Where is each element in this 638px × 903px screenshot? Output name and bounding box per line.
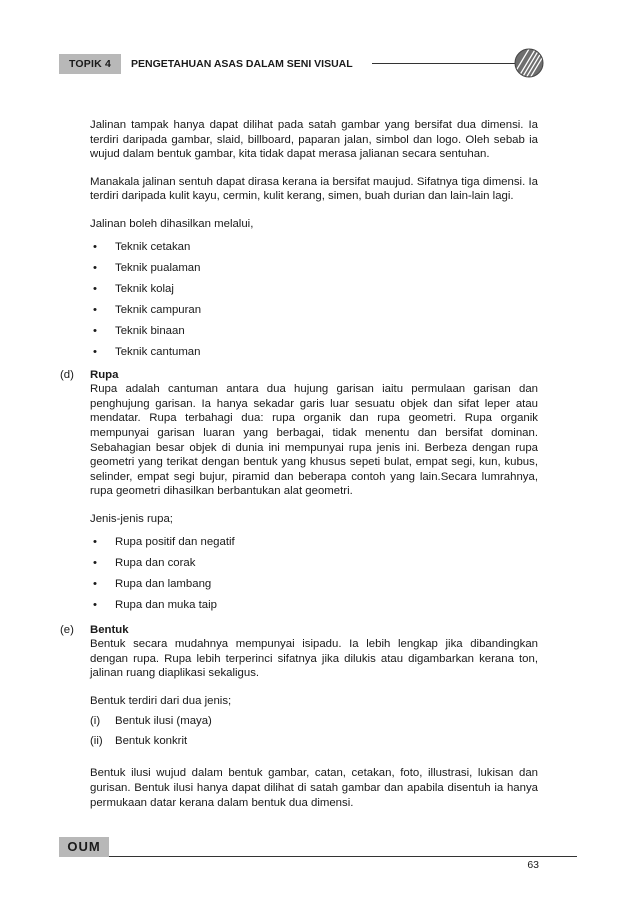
list-item: • Rupa positif dan negatif — [90, 535, 538, 556]
bullet-icon: • — [93, 303, 97, 316]
technique-list — [90, 240, 538, 366]
section-label: (d) — [60, 368, 74, 381]
section-label: (e) — [60, 623, 74, 636]
bullet-icon: • — [93, 282, 97, 295]
intro-paragraph-1: Jalinan tampak hanya dapat dilihat pada satah gambar yang bersifat dua dimensi. Ia terdiri daripada gambar, slaid, billboard, paparan jalan, simbol dan logo. Oleh sebab ia wujud dalam bentuk gambar, kita tidak dapat merasa jalianan secara sentuhan. — [90, 119, 538, 161]
bullet-icon: • — [93, 535, 97, 548]
header-title: PENGETAHUAN ASAS DALAM SENI VISUAL — [131, 58, 353, 70]
header-rule — [372, 63, 522, 64]
page-content — [60, 118, 538, 810]
list-item: • Teknik campuran — [90, 303, 538, 324]
bullet-icon: • — [93, 261, 97, 274]
oum-logo: OUM — [59, 837, 109, 857]
page-header — [59, 54, 599, 74]
intro-paragraph-3: Jalinan boleh dihasilkan melalui, — [90, 217, 254, 230]
bentuk-types-list — [90, 714, 538, 754]
list-intro: Jenis-jenis rupa; — [90, 512, 173, 525]
list-item: • Rupa dan muka taip — [90, 598, 538, 619]
list-item: (i) Bentuk ilusi (maya) — [90, 715, 212, 728]
bullet-icon: • — [93, 556, 97, 569]
list-intro: Bentuk terdiri dari dua jenis; — [90, 694, 232, 707]
list-item: • Teknik cetakan — [90, 240, 538, 261]
list-item: • Teknik pualaman — [90, 261, 538, 282]
bullet-icon: • — [93, 577, 97, 590]
closing-paragraph: Bentuk ilusi wujud dalam bentuk gambar, catan, cetakan, foto, illustrasi, lukisan dan gurisan. Bentuk ilusi hanya dapat dilihat di satah gambar dan apabila disentuh ia hanya permukaan datar kerana dalam bentuk dua dimensi. — [90, 767, 538, 809]
intro-paragraph-2: Manakala jalinan sentuh dapat dirasa kerana ia bersifat maujud. Sifatnya tiga dimensi. Ia terdiri daripada kulit kayu, cermin, kulit kerang, simen, buah durian dan lain-lain lagi. — [90, 175, 538, 203]
list-item: • Rupa dan lambang — [90, 577, 538, 598]
section-d — [60, 368, 538, 619]
list-item: • Rupa dan corak — [90, 556, 538, 577]
section-heading: Rupa — [90, 368, 119, 381]
section-e — [60, 623, 538, 811]
list-item: (ii) Bentuk konkrit — [90, 735, 188, 748]
bullet-icon: • — [93, 598, 97, 611]
globe-logo-icon — [514, 48, 544, 78]
footer-rule — [109, 856, 577, 857]
page-footer — [59, 837, 539, 871]
bullet-icon: • — [93, 240, 97, 253]
section-heading: Bentuk — [90, 623, 129, 636]
rupa-types-list — [90, 535, 538, 619]
list-item: • Teknik binaan — [90, 324, 538, 345]
list-item: • Teknik cantuman — [90, 345, 538, 366]
topic-label: TOPIK 4 — [59, 54, 121, 74]
bullet-icon: • — [93, 345, 97, 358]
section-body: Rupa adalah cantuman antara dua hujung garisan iaitu permulaan garisan dan penghujung garisan. Ia hanya sekadar garis luar sesuatu objek dan sifat leper atau mendatar. Rupa terbahagi dua: rupa organik dan rupa geometri. Rupa organik mempunyai garisan luaran yang berbagai, tidak menentu dan bersifat dominan. Sebahagian besar objek di dunia ini mempunyai rupa jenis ini. Berbeza dengan rupa geometri yang terikat dengan bentuk yang khusus sepeti bulat, empat segi, kun, kubus, selinder, empat segi bujur, piramid dan beberapa contoh yang lain.Secara lumrahnya, rupa geometri dihasilkan berbantukan alat geometri. — [90, 383, 538, 498]
page-number: 63 — [527, 859, 539, 871]
bullet-icon: • — [93, 324, 97, 337]
section-body: Bentuk secara mudahnya mempunyai isipadu. Ia lebih lengkap jika dibandingkan dengan rupa. Rupa lebih terperinci sifatnya jika dilukis atau digambarkan kerana ton, jalinan ruang diaplikasi sekaligus. — [90, 638, 538, 680]
list-item: • Teknik kolaj — [90, 282, 538, 303]
